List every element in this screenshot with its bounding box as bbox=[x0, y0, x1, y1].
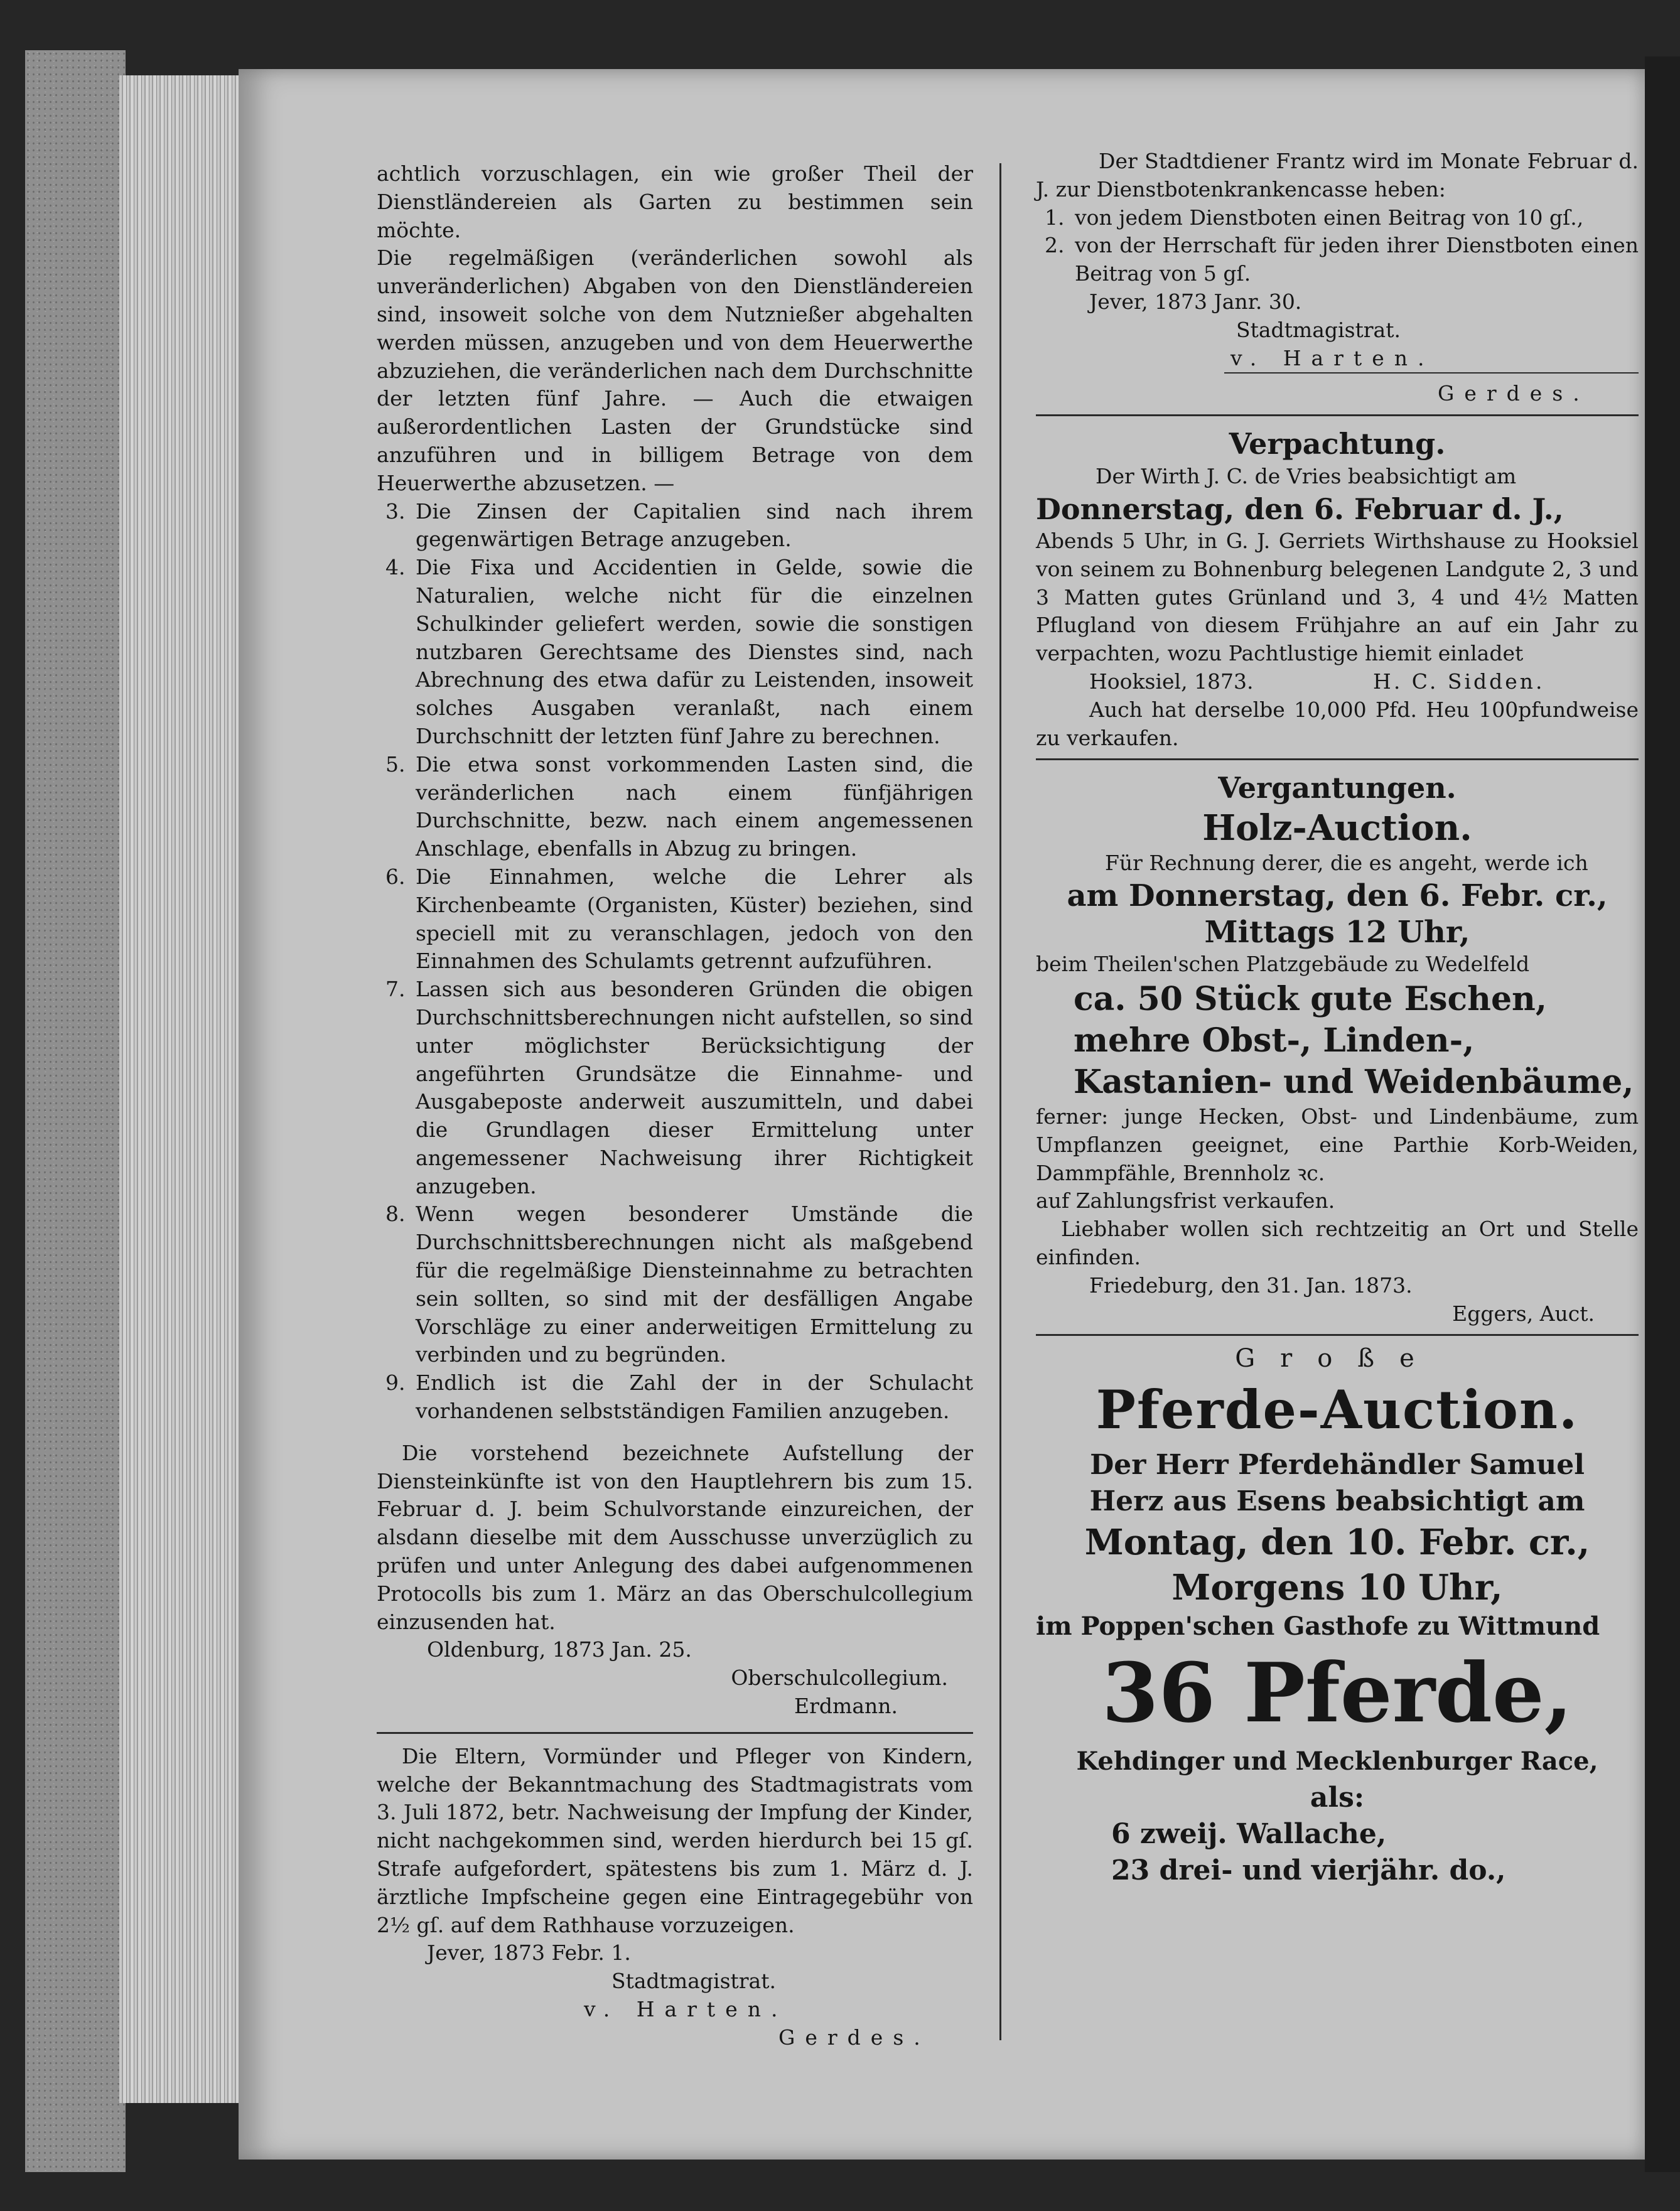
pferde-auction-heading: Pferde-Auction. bbox=[1096, 1379, 1579, 1441]
item-number: 1. bbox=[1045, 205, 1065, 230]
list-item bbox=[377, 554, 973, 751]
item-number: 9. bbox=[385, 1370, 406, 1396]
dienst-signer: v. Harten. bbox=[1230, 345, 1435, 370]
verpachtung-lead: Der Wirth J. C. de Vries beabsichtigt am bbox=[1096, 464, 1517, 489]
page-stack-edges bbox=[119, 75, 245, 2103]
item-number: 3. bbox=[385, 498, 406, 524]
column-divider bbox=[999, 163, 1001, 2040]
verpachtung-extra: Auch hat derselbe 10,000 Pfd. Heu 100pfundweise zu verkaufen. bbox=[1036, 697, 1639, 750]
pferde-als: als: bbox=[1310, 1782, 1365, 1814]
section-rule bbox=[1036, 758, 1639, 760]
right-column bbox=[1036, 148, 1639, 1889]
impf-signer: v. Harten. bbox=[584, 1997, 788, 2021]
intro-line-3: möchte. bbox=[377, 217, 461, 242]
verpachtung-heading: Verpachtung. bbox=[1229, 427, 1446, 461]
item-number: 6. bbox=[385, 864, 406, 889]
item-text: Die Fixa und Accidentien in Gelde, sowie die Naturalien, welche nicht für die einzelnen Schulkinder geliefert werden, sowie die sonstigen nutzbaren Gerechtsame des Dienstes sind, nach Abrechnung des etwa dafür zu Leistenden, insoweit solches Ausgaben veranlaßt, nach einem Durchschnitt der letzten fünf Jahre zu berechnen. bbox=[416, 555, 973, 748]
pferde-list-1: 6 zweij. Wallache, bbox=[1111, 1818, 1387, 1851]
dienst-authority: Stadtmagistrat. bbox=[1236, 317, 1401, 342]
holz-lead: Für Rechnung derer, die es angeht, werde ich bbox=[1105, 851, 1588, 876]
place-date: Oldenburg, 1873 Jan. 25. bbox=[427, 1637, 692, 1662]
holz-signer: Eggers, Auct. bbox=[1452, 1301, 1595, 1326]
verpachtung-signer: H. C. Sidden. bbox=[1373, 669, 1545, 694]
list-item bbox=[377, 1369, 973, 1426]
pferde-lead-1: Der Herr Pferdehändler Samuel bbox=[1090, 1449, 1585, 1482]
item-text: Die Einnahmen, welche die Lehrer als Kirchenbeamte (Organisten, Küster) beziehen, sind speciell mit zu veranschlagen, jedoch von den Einnahmen des Schulamts getrennt aufzuführen. bbox=[416, 864, 973, 974]
signature-line bbox=[1224, 372, 1639, 374]
holz-goods: ca. 50 Stück gute Eschen, mehre Obst-, Linden-, Kastanien- und Weidenbäume, bbox=[1074, 979, 1634, 1101]
list-item bbox=[377, 863, 973, 976]
intro-line-2: Dienstländereien als Garten zu bestimmen sein bbox=[377, 189, 973, 214]
holz-more: ferner: junge Hecken, Obst- und Lindenbäume, zum Umpflanzen geeignet, eine Parthie Korb-Weiden, Dammpfähle, Brennholz ꝛc. bbox=[1036, 1104, 1639, 1185]
impf-notice: Die Eltern, Vormünder und Pfleger von Kindern, welche der Bekanntmachung des Stadtmagistrats vom 3. Juli 1872, betr. Nachweisung der Impfung der Kinder, nicht nachgekommen sind, werden hierdurch bei 15 gſ. Strafe aufgefordert, spätestens bis zum 1. März d. J. ärztliche Impfscheine gegen eine Eintragegebühr von 2½ gſ. auf dem Rathhause vorzuzeigen. bbox=[377, 1743, 973, 1937]
pferde-list-2: 23 drei- und vierjähr. do., bbox=[1111, 1854, 1506, 1887]
authority-name: Oberschulcollegium. bbox=[731, 1665, 948, 1691]
item-number: 7. bbox=[385, 977, 406, 1002]
verpachtung-place: Hooksiel, 1873. bbox=[1089, 669, 1254, 694]
item-text: Die etwa sonst vorkommenden Lasten sind, die veränderlichen nach einem fünfjährigen Durchschnitte, bezw. nach einem angemessenen Anschlage, ebenfalls in Abzug zu bringen. bbox=[416, 751, 973, 861]
item-text: Endlich ist die Zahl der in der Schulacht vorhandenen selbstständigen Familien anzugeben. bbox=[416, 1370, 973, 1424]
scanner-margin bbox=[25, 50, 126, 2172]
item-text: von der Herrschaft für jeden ihrer Dienstboten einen Beitrag von 5 gſ. bbox=[1075, 233, 1639, 286]
item-text: Wenn wegen besonderer Umstände die Durchschnittsberechnungen nicht als maßgebend für die regelmäßige Diensteinnahme zu betrachten sein sollten, so sind mit der desfälligen Angabe Vorschläge zu einer anderweitigen Ermittelung zu verbinden und zu begründen. bbox=[416, 1202, 973, 1367]
verpachtung-body: Abends 5 Uhr, in G. J. Gerriets Wirthshause zu Hooksiel von seinem zu Bohnenburg belegenen Landgute 2, 3 und 3 Matten gutes Grünland und 3, 4 und 4½ Matten Pflugland von diesem Frühjahre an auf ein Jahr zu verpachten, wozu Pachtlustige hiemit einladet bbox=[1036, 528, 1639, 666]
dienst-intro: Der Stadtdiener Frantz wird im Monate Februar d. J. zur Dienstbotenkrankencasse heben: bbox=[1036, 149, 1639, 202]
dienst-place-date: Jever, 1873 Janr. 30. bbox=[1089, 289, 1302, 314]
item-text: Lassen sich aus besonderen Gründen die obigen Durchschnittsberechnungen nicht aufstellen, so sind unter möglichster Berücksichtigung der angeführten Grundsätze die Einnahme- und Ausgabeposte anderweit auszumitteln, und dabei die Grundlagen dieser Ermittelung unter angemessener Nachweisung ihrer Richtigkeit anzugeben. bbox=[416, 977, 973, 1198]
book-gutter-edge bbox=[1645, 56, 1680, 2172]
holz-time: Mittags 12 Uhr, bbox=[1204, 915, 1470, 950]
list-item bbox=[1036, 232, 1639, 288]
holz-place: beim Theilen'schen Platzgebäude zu Wedelfeld bbox=[1036, 952, 1530, 977]
impf-authority: Stadtmagistrat. bbox=[611, 1969, 776, 1994]
holz-date: am Donnerstag, den 6. Febr. cr., bbox=[1067, 878, 1608, 914]
pferde-grosse: Große bbox=[1235, 1344, 1440, 1374]
item-number: 4. bbox=[385, 555, 406, 580]
item-text: Die Zinsen der Capitalien sind nach ihrem gegenwärtigen Betrage anzugeben. bbox=[416, 498, 973, 552]
pferde-lead-2: Herz aus Esens beabsichtigt am bbox=[1089, 1485, 1585, 1518]
item-number: 2. bbox=[1045, 233, 1065, 258]
list-item bbox=[377, 751, 973, 863]
holz-place-date: Friedeburg, den 31. Jan. 1873. bbox=[1089, 1272, 1413, 1298]
verpachtung-place-signer bbox=[1036, 668, 1639, 696]
holz-terms: auf Zahlungsfrist verkaufen. bbox=[1036, 1188, 1335, 1213]
impf-place-date: Jever, 1873 Febr. 1. bbox=[427, 1940, 631, 1966]
pferde-place: im Poppen'schen Gasthofe zu Wittmund bbox=[1036, 1611, 1600, 1642]
numbered-items bbox=[377, 498, 973, 1426]
closing-paragraph: Die vorstehend bezeichnete Aufstellung der Diensteinkünfte ist von den Hauptlehrern bis zum 15. Februar d. J. beim Schulvorstande einzureichen, der alsdann dieselbe mit dem Ausschusse unverzüglich zu prüfen und unter Anlegung des dabei aufgenommenen Protocolls bis zum 1. März an das Oberschulcollegium einzusenden hat. bbox=[377, 1440, 973, 1634]
pferde-date: Montag, den 10. Febr. cr., bbox=[1084, 1522, 1590, 1564]
left-column bbox=[377, 160, 973, 2052]
item-number: 5. bbox=[385, 751, 406, 777]
paragraph-abgaben: Die regelmäßigen (veränderlichen sowohl als unveränderlichen) Abgaben von den Dienstländereien sind, insoweit solche von dem Nutznießer abgehalten werden müssen, anzugeben und von dem Heuerwerthe abzuziehen, die veränderlichen nach dem Durchschnitte der letzten fünf Jahre. — Auch die etwaigen außerordentlichen Lasten der Grundstücke sind anzuführen und in billigem Betrage von dem Heuerwerthe abzusetzen. — bbox=[377, 245, 973, 495]
section-rule bbox=[1036, 414, 1639, 416]
verpachtung-date: Donnerstag, den 6. Februar d. J., bbox=[1036, 492, 1564, 526]
dienst-secretary: Gerdes. bbox=[1438, 381, 1590, 406]
holz-invite: Liebhaber wollen sich rechtzeitig an Ort und Stelle einfinden. bbox=[1036, 1217, 1639, 1269]
item-number: 8. bbox=[385, 1202, 406, 1227]
pferde-count: 36 Pferde, bbox=[1102, 1645, 1573, 1741]
holz-auction-heading: Holz-Auction. bbox=[1202, 807, 1472, 849]
intro-line-1: achtlich vorzuschlagen, ein wie großer Theil der bbox=[377, 161, 973, 186]
section-rule bbox=[377, 1732, 973, 1734]
list-item bbox=[377, 1200, 973, 1369]
pferde-race: Kehdinger und Mecklenburger Race, bbox=[1076, 1746, 1598, 1777]
list-item bbox=[377, 976, 973, 1200]
signer-name: Erdmann. bbox=[794, 1694, 898, 1719]
pferde-time: Morgens 10 Uhr, bbox=[1171, 1567, 1503, 1609]
impf-secretary: Gerdes. bbox=[778, 2025, 930, 2050]
list-item bbox=[377, 498, 973, 554]
item-text: von jedem Dienstboten einen Beitrag von 10 gſ., bbox=[1075, 205, 1584, 230]
vergantungen-heading: Vergantungen. bbox=[1218, 771, 1457, 805]
section-rule bbox=[1036, 1334, 1639, 1336]
list-item bbox=[1036, 204, 1639, 232]
